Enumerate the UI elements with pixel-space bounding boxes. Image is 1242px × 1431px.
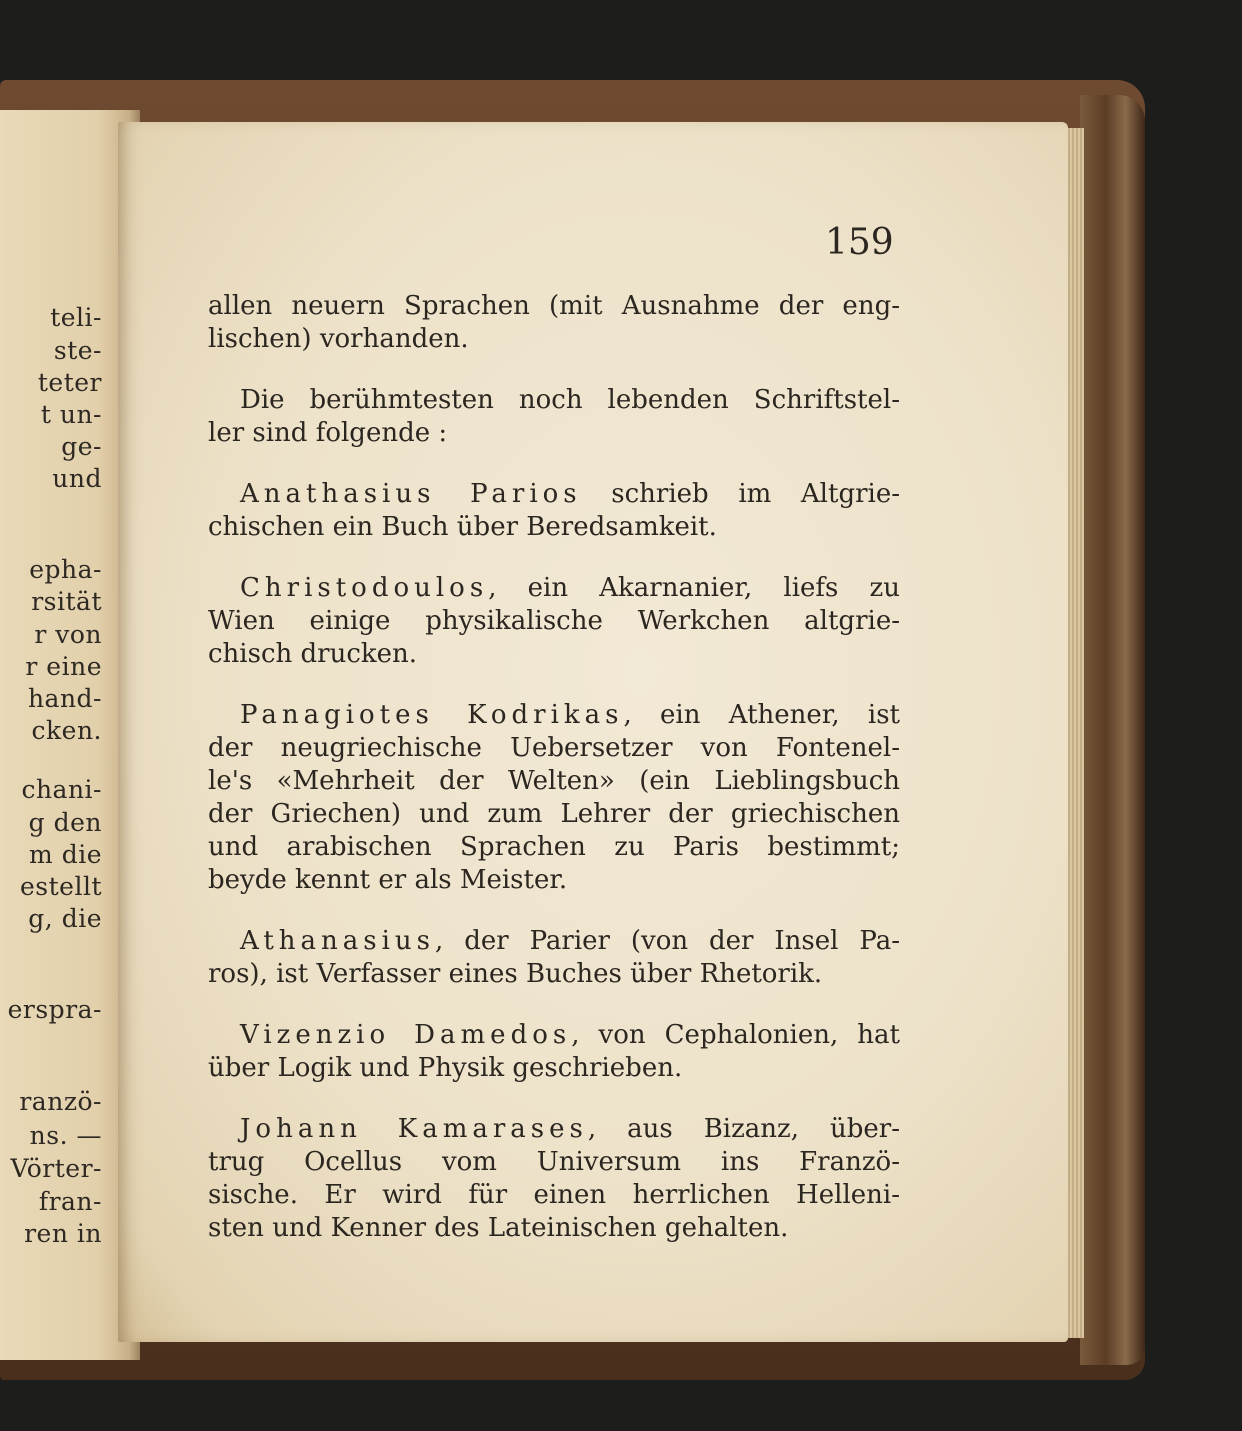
left-page-fragment: und: [52, 464, 102, 493]
text-line: der neugriechische Uebersetzer von Fontenel-: [208, 733, 900, 763]
left-page-fragment: g den: [28, 808, 102, 837]
left-page-fragment: chani-: [21, 775, 102, 804]
text-line: trug Ocellus vom Universum ins Franzö-: [208, 1147, 900, 1177]
left-page-fragment: r eine: [25, 652, 102, 681]
page-number: 159: [825, 222, 894, 263]
left-page-fragment: cken.: [31, 716, 102, 745]
text-line: Christodoulos, ein Akarnanier, liefs zu: [240, 573, 900, 603]
paragraph: [208, 572, 900, 671]
author-name: Christodoulos: [240, 573, 489, 603]
left-page-fragment: t un-: [40, 400, 102, 429]
paragraph: [208, 1019, 900, 1085]
text-line: sische. Er wird für einen herrlichen Helleni-: [208, 1180, 900, 1210]
paragraph: [208, 478, 900, 544]
text-line: über Logik und Physik geschrieben.: [208, 1053, 683, 1083]
text-line: chisch drucken.: [208, 639, 418, 669]
text-line: Panagiotes Kodrikas, ein Athener, ist: [240, 700, 900, 730]
paragraph: [208, 384, 900, 450]
left-page-fragment: teter: [37, 368, 102, 397]
text-line: Wien einige physikalische Werkchen altgrie-: [208, 606, 900, 636]
text-line: ler sind folgende :: [208, 418, 448, 448]
left-page-fragment: fran-: [38, 1187, 102, 1216]
text-line: beyde kennt er als Meister.: [208, 865, 568, 895]
author-name: Johann Kamarases: [240, 1114, 588, 1144]
text-line: Johann Kamarases, aus Bizanz, über-: [240, 1114, 900, 1144]
text-line: Vizenzio Damedos, von Cephalonien, hat: [240, 1020, 900, 1050]
author-name: Vizenzio Damedos: [240, 1020, 572, 1050]
text-line: le's «Mehrheit der Welten» (ein Lieblingsbuch: [208, 766, 900, 796]
paragraph: [208, 1113, 900, 1245]
text-line: Anathasius Parios schrieb im Altgrie-: [240, 479, 900, 509]
left-page-fragment: estellt: [19, 872, 102, 901]
paragraph: [208, 290, 900, 356]
text-line: und arabischen Sprachen zu Paris bestimmt;: [208, 832, 900, 862]
text-line: sten und Kenner des Lateinischen gehalten.: [208, 1213, 789, 1243]
left-page-fragment: ge-: [61, 432, 102, 461]
paragraph: [208, 699, 900, 897]
left-page-fragment: Vörter-: [10, 1154, 102, 1183]
page-text: [208, 290, 900, 1273]
author-name: Anathasius Parios: [240, 479, 582, 509]
left-page-fragment: ren in: [24, 1219, 102, 1248]
left-page-fragment: m die: [29, 840, 102, 869]
left-page-fragment: rsität: [31, 587, 102, 616]
left-page-fragment: r von: [34, 620, 102, 649]
text-line: der Griechen) und zum Lehrer der griechischen: [208, 799, 900, 829]
left-page-fragment: ste-: [53, 336, 102, 365]
author-name: Panagiotes Kodrikas: [240, 700, 624, 730]
text-line: Die berühmtesten noch lebenden Schriftstel-: [240, 385, 900, 415]
text-line: Athanasius, der Parier (von der Insel Pa-: [240, 926, 900, 956]
left-page-fragment: hand-: [27, 684, 102, 713]
cover-spine-edge: [1080, 95, 1145, 1365]
author-name: Athanasius: [240, 926, 436, 956]
left-page-fragment: ranzö-: [19, 1087, 102, 1116]
left-page-fragment: g, die: [28, 904, 102, 933]
text-line: ros), ist Verfasser eines Buches über Rhetorik.: [208, 959, 823, 989]
text-line: lischen) vorhanden.: [208, 324, 469, 354]
left-page-fragment: teli-: [50, 303, 102, 332]
text-line: allen neuern Sprachen (mit Ausnahme der eng-: [208, 291, 900, 321]
text-line: chischen ein Buch über Beredsamkeit.: [208, 512, 717, 542]
paragraph: [208, 925, 900, 991]
left-page-fragment: epha-: [29, 555, 102, 584]
left-page-fragment: ns. —: [29, 1121, 102, 1150]
left-page-fragment: erspra-: [7, 995, 102, 1024]
